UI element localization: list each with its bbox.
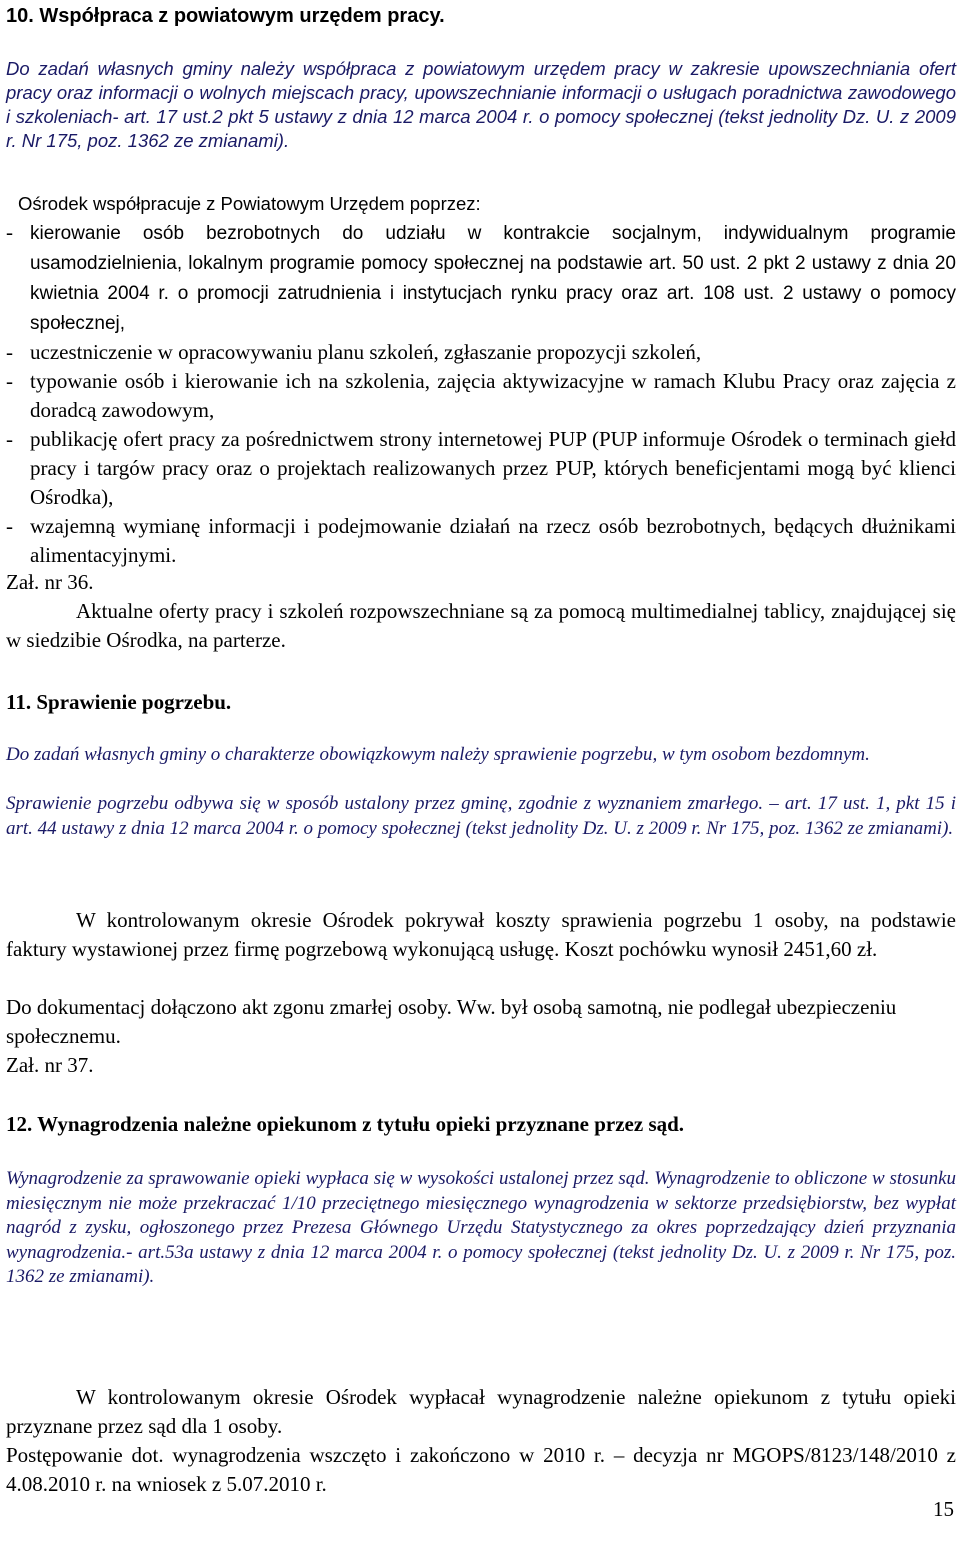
section-11-intro-2: Sprawienie pogrzebu odbywa się w sposób ustalony przez gminę, zgodnie z wyznaniem zmarłego. – art. 17 ust. 1, pkt 15 i art. 44 ustawy z dnia 12 marca 2004 r. o pomocy społecznej (tekst jednolity Dz. U. z 2009 r. Nr 175, poz. 1362 ze zmianami). bbox=[6, 793, 956, 839]
list-item: - wzajemną wymianę informacji i podejmowanie działań na rzecz osób bezrobotnych, będących dłużnikami alimentacyjnymi. bbox=[6, 514, 956, 567]
list-item: - publikację ofert pracy za pośrednictwem strony internetowej PUP (PUP informuje Ośrodek o terminach giełd pracy i targów pracy oraz o projektach realizowanych przez PUP, których beneficjentami mogą być klienci Ośrodka), bbox=[6, 427, 956, 509]
list-item: - kierowanie osób bezrobotnych do udziału w kontrakcie socjalnym, indywidualnym programie usamodzielnienia, lokalnym programie pomocy społecznej na podstawie art. 50 ust. 2 pkt 2 ustawy z dnia 20 kwietnia 2004 r. o promocji zatrudnienia i instytucjach rynku pracy oraz art. 108 ust. 2 ustawy o pomocy społecznej, bbox=[6, 220, 956, 334]
section-10-attachment: Zał. nr 36. bbox=[6, 570, 94, 594]
section-12-heading: 12. Wynagrodzenia należne opiekunom z tytułu opieki przyznane przez sąd. bbox=[6, 1112, 685, 1136]
section-10-lead: Ośrodek współpracuje z Powiatowym Urzędem poprzez: bbox=[18, 193, 481, 214]
section-12-intro: Wynagrodzenie za sprawowanie opieki wypłaca się w wysokości ustalonej przez sąd. Wynagrodzenie to obliczone w stosunku miesięcznym nie może przekraczać 1/10 przeciętnego miesięcznego wynagrodzenia w sektorze przedsiębiorstw, bez wypłat nagród z zysku, ogłoszonego przez Prezesa Głównego Urzędu Statystycznego za okres poprzedzający dzień przyznania wynagrodzenia.- art.53a ustawy z dnia 12 marca 2004 r. o pomocy społecznej (tekst jednolity Dz. U. z 2009 r. Nr 175, poz. 1362 ze zmianami). bbox=[6, 1168, 956, 1287]
section-12-body-1: W kontrolowanym okresie Ośrodek wypłacał wynagrodzenie należne opiekunom z tytułu opieki przyznane przez sąd dla 1 osoby. bbox=[6, 1385, 956, 1438]
section-10-cooperation-block bbox=[6, 189, 956, 218]
section-11-attachment: Zał. nr 37. bbox=[6, 1053, 94, 1077]
section-11-intro-1: Do zadań własnych gminy o charakterze obowiązkowym należy sprawienie pogrzebu, w tym osobom bezdomnym. bbox=[6, 744, 870, 765]
list-item: - typowanie osób i kierowanie ich na szkolenia, zajęcia aktywizacyjne w ramach Klubu Pracy oraz zajęcia z doradcą zawodowym, bbox=[6, 369, 956, 422]
section-11-body-1: W kontrolowanym okresie Ośrodek pokrywał koszty sprawienia pogrzebu 1 osoby, na podstawie faktury wystawionej przez firmę pogrzebową wykonującą usługę. Koszt pochówku wynosił 2451,60 zł. bbox=[6, 908, 956, 961]
section-12-body-2: Postępowanie dot. wynagrodzenia wszczęto i zakończono w 2010 r. – decyzja nr MGOPS/8123/148/2010 z 4.08.2010 r. na wniosek z 5.07.2010 r. bbox=[6, 1443, 956, 1496]
section-10-heading: 10. Współpraca z powiatowym urzędem pracy. bbox=[6, 5, 445, 27]
section-11-heading: 11. Sprawienie pogrzebu. bbox=[6, 690, 232, 714]
section-10-closing: Aktualne oferty pracy i szkoleń rozpowszechniane są za pomocą multimedialnej tablicy, znajdującej się w siedzibie Ośrodka, na parterze. bbox=[6, 599, 956, 652]
page-number: 15 bbox=[933, 1497, 954, 1521]
section-10-list bbox=[6, 218, 956, 570]
section-11-body-2: Do dokumentacj dołączono akt zgonu zmarłej osoby. Ww. był osobą samotną, nie podlegał ubezpieczeniu społecznemu. bbox=[6, 995, 897, 1048]
list-item: - uczestniczenie w opracowywaniu planu szkoleń, zgłaszanie propozycji szkoleń, bbox=[6, 340, 702, 364]
section-10-intro: Do zadań własnych gminy należy współpraca z powiatowym urzędem pracy w zakresie upowszechniania ofert pracy oraz informacji o wolnych miejscach pracy, upowszechnianie informacji o usługach poradnictwa zawodowego i szkoleniach- art. 17 ust.2 pkt 5 ustawy z dnia 12 marca 2004 r. o pomocy społecznej (tekst jednolity Dz. U. z 2009 r. Nr 175, poz. 1362 ze zmianami). bbox=[6, 58, 956, 151]
